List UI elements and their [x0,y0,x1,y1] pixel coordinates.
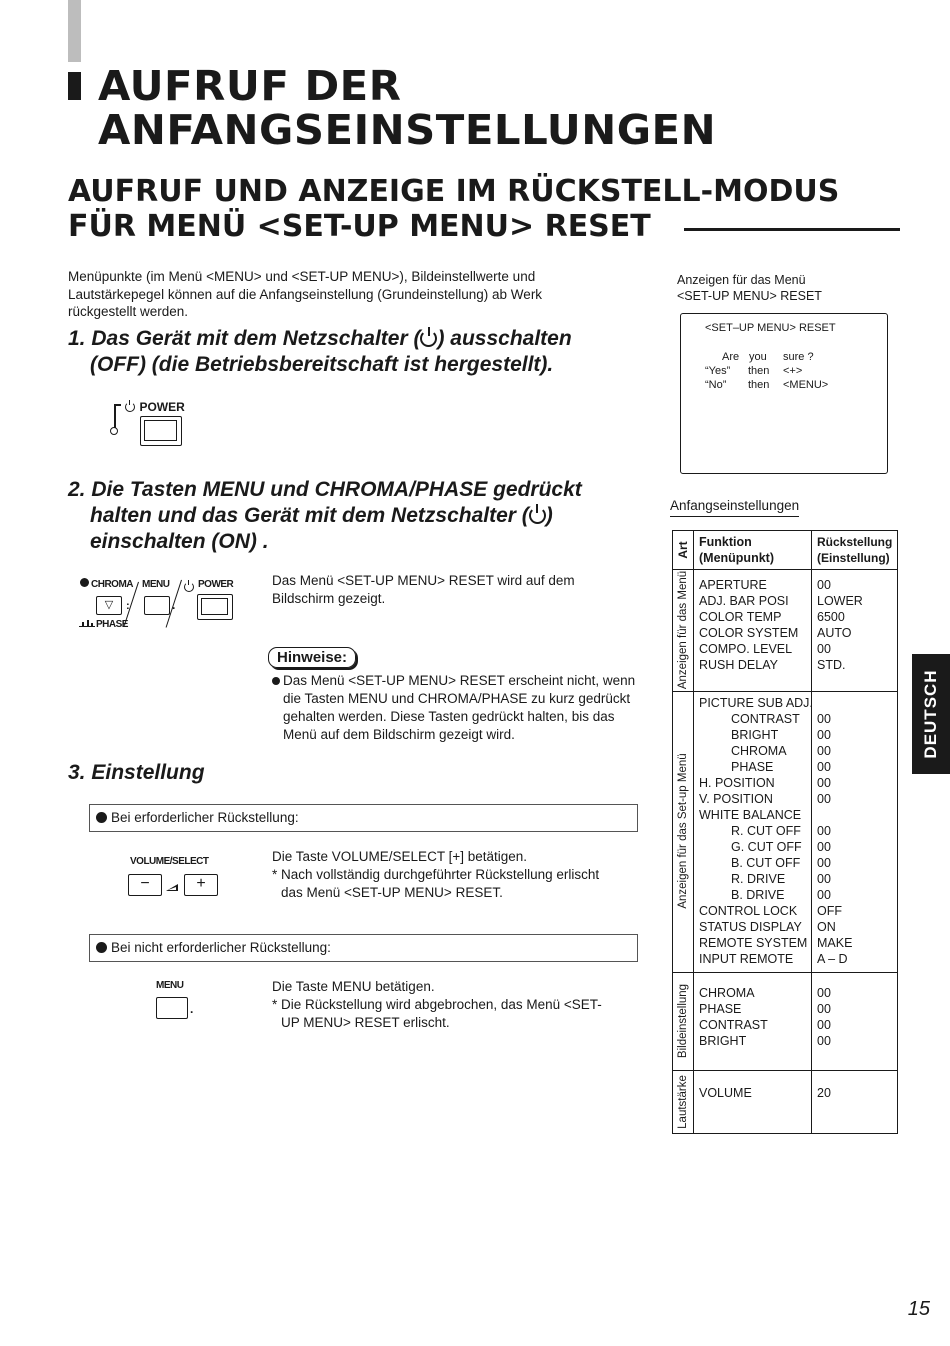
screen-you: you [749,351,767,363]
table-cell-function: COMPO. LEVEL [699,642,793,656]
language-tab-label: DEUTSCH [921,669,940,759]
power-symbol-icon-2 [184,582,194,592]
table-cell-function: COLOR TEMP [699,610,782,624]
table-cell-reset-value: 00 [817,712,831,726]
table-cell-reset-value: A – D [817,952,848,966]
volume-minus-button [128,874,162,896]
phase-icon [79,619,95,627]
table-cell-function: RUSH DELAY [699,658,778,672]
step-1-text-b: ) ausschalten [437,327,572,350]
table-cell-reset-value: STD. [817,658,846,672]
cancel-instructions [272,978,642,1032]
cancel-line-2: * Die Rückstellung wird abgebrochen, das Menü <SET- [272,997,602,1012]
table-cell-function: REMOTE SYSTEM [699,936,808,950]
cancel-line-1: Die Taste MENU betätigen. [272,979,435,994]
screen-then-1: then [748,365,770,377]
power-button-2 [197,594,233,620]
top-gray-bar [68,0,81,62]
header-funktion-2: (Menüpunkt) [699,551,774,565]
volume-select-illustration [126,854,226,900]
table-cell-function: CONTROL LOCK [699,904,798,918]
table-cell-function: V. POSITION [699,792,773,806]
intro-text: Menüpunkte (im Menü <MENU> und <SET-UP MENU>), Bildeinstellwerte und Lautstärkepegel können auf die Anfangseinstellung (Grundeinstellung) ab Werk rückgestellt werden. [68,269,543,319]
bullet-icon [272,677,280,685]
group-label: Lautstärke [677,1075,689,1129]
header-art: Art [676,541,690,559]
step-2-text-d: einschalten (ON) . [90,530,269,553]
setup-reset-screen [680,313,888,474]
table-cell-function: B. DRIVE [731,888,785,902]
menu-label: MENU [142,579,170,590]
group-label: Anzeigen für das Menü [677,570,689,690]
chroma-icon [80,578,89,587]
table-cell-function: PHASE [731,760,774,774]
table-cell-reset-value: 00 [817,578,831,592]
table-cell-function: PHASE [699,1002,742,1016]
table-cell-reset-value: 00 [817,776,831,790]
step-1 [68,326,638,378]
screen-menu: <MENU> [783,379,829,391]
section-rule [684,228,900,231]
table-cell-function: VOLUME [699,1086,752,1100]
reset-instructions [272,848,642,902]
table-cell-function: WHITE BALANCE [699,808,802,822]
screen-caption-line1: Anzeigen für das Menü [677,273,806,287]
table-cell-reset-value: 00 [817,760,831,774]
power-button [140,416,182,446]
screen-plus: <+> [783,365,803,377]
chroma-menu-power-illustration: CHROMA MENU POWER ▽ : . PHASE [76,574,256,636]
table-cell-function: R. DRIVE [731,872,786,886]
table-cell-function: APERTURE [699,578,767,592]
table-cell-reset-value: OFF [817,904,842,918]
section-title-line1: AUFRUF UND ANZEIGE IM RÜCKSTELL-MODUS [68,174,840,209]
screen-caption [677,272,907,304]
menu-button [144,596,170,615]
header-reset-2: (Einstellung) [817,551,890,565]
section-title [68,174,908,244]
chroma-down-icon: ▽ [104,599,114,611]
table-cell-reset-value: 00 [817,1002,831,1016]
table-cell-function: BRIGHT [731,728,779,742]
screen-are: Are [722,351,740,363]
table-cell-reset-value: 00 [817,744,831,758]
reset-line-3: das Menü <SET-UP MENU> RESET. [281,885,503,900]
menu-label-2: MENU [156,980,184,991]
section-title-line2: FÜR MENÜ <SET-UP MENU> RESET [68,209,651,244]
power-icon [420,330,437,347]
plus-icon: + [196,875,206,892]
chroma-phase-button [96,596,122,615]
table-cell-function: CONTRAST [699,1018,768,1032]
menu-button-illustration: MENU . [152,978,202,1024]
header-reset-1: Rückstellung [817,535,893,549]
reset-line-1: Die Taste VOLUME/SELECT [+] betätigen. [272,849,528,864]
table-cell-function: PICTURE SUB ADJ. [699,696,813,710]
step-2-description: Das Menü <SET-UP MENU> RESET wird auf dem Bildschirm gezeigt. [272,573,575,606]
minus-icon: − [140,875,150,892]
step-2-text-b: halten und das Gerät mit dem Netzschalter ( [90,504,529,527]
screen-sure: sure ? [783,351,814,363]
step-2-text-a: 2. Die Tasten MENU und CHROMA/PHASE gedrückt [68,478,582,501]
table-cell-function: BRIGHT [699,1034,747,1048]
screen-title: <SET–UP MENU> RESET [705,322,836,334]
table-cell-reset-value: 00 [817,840,831,854]
table-cell-reset-value: 00 [817,1034,831,1048]
table-cell-function: CONTRAST [731,712,800,726]
table-cell-reset-value: 00 [817,856,831,870]
table-cell-reset-value: 6500 [817,610,845,624]
page-number: 15 [907,1298,930,1320]
chroma-label: CHROMA [91,579,133,590]
table-caption: Anfangseinstellungen [670,498,799,517]
group-label: Anzeigen für das Set-up Menü [677,753,689,909]
table-cell-reset-value: 00 [817,824,831,838]
power-label: POWER [139,400,185,414]
table-cell-function: CHROMA [731,744,787,758]
bullet-icon [96,812,107,823]
table-cell-reset-value: 20 [817,1086,831,1100]
phase-label: PHASE [96,619,128,630]
table-cell-function: R. CUT OFF [731,824,801,838]
screen-yes: “Yes” [705,365,731,377]
language-tab [912,654,950,774]
hinweise-label: Hinweise: [268,647,356,668]
hinweise-note [272,672,644,744]
table-cell-reset-value: 00 [817,1018,831,1032]
reset-condition-text: Bei erforderlicher Rückstellung: [111,810,299,825]
title-marker [68,72,81,100]
cancel-condition-text: Bei nicht erforderlicher Rückstellung: [111,940,331,955]
table-cell-reset-value: 00 [817,642,831,656]
cancel-condition-box [89,934,638,962]
table-cell-function: B. CUT OFF [731,856,801,870]
page-title: AUFRUF DER ANFANGSEINSTELLUNGEN [98,62,717,154]
table-cell-reset-value: 00 [817,888,831,902]
settings-table [672,530,898,1134]
table-cell-function: INPUT REMOTE [699,952,794,966]
group-label: Bildeinstellung [677,983,689,1059]
table-cell-reset-value: ON [817,920,836,934]
menu-button-2 [156,997,188,1019]
table-cell-reset-value: 00 [817,728,831,742]
step-2-text-c: ) [545,504,553,527]
screen-then-2: then [748,379,770,391]
power-button-illustration [108,396,208,451]
table-cell-function: STATUS DISPLAY [699,920,802,934]
power-label-2: POWER [198,579,234,590]
table-cell-reset-value: 00 [817,792,831,806]
step-1-text-c: (OFF) (die Betriebsbereitschaft ist hergestellt). [90,353,554,376]
header-funktion-1: Funktion [699,535,752,549]
table-cell-reset-value: LOWER [817,594,863,608]
table-cell-function: ADJ. BAR POSI [699,594,789,608]
table-cell-function: COLOR SYSTEM [699,626,799,640]
bullet-icon [96,942,107,953]
power-symbol-icon [125,402,135,412]
table-cell-reset-value: 00 [817,986,831,1000]
volume-plus-button [184,874,218,896]
table-cell-function: H. POSITION [699,776,775,790]
volume-select-label: VOLUME/SELECT [130,856,209,867]
reset-line-2: * Nach vollständig durchgeführter Rückstellung erlischt [272,867,600,882]
table-cell-reset-value: MAKE [817,936,853,950]
screen-caption-line2: <SET-UP MENU> RESET [677,289,822,303]
table-cell-reset-value: 00 [817,872,831,886]
reset-condition-box [89,804,638,832]
hinweise-text: Das Menü <SET-UP MENU> RESET erscheint nicht, wenn die Tasten MENU und CHROMA/PHASE zu kurz gedrückt gehalten werden. Diese Tasten gedrückt halten, bis das Menü auf dem Bildschirm gezeigt wird. [283,673,636,742]
screen-no: “No” [705,379,727,391]
step-1-text-a: 1. Das Gerät mit dem Netzschalter ( [68,327,421,350]
step-2 [68,477,638,555]
power-icon-2 [529,507,546,524]
step-3: 3. Einstellung [68,761,205,784]
table-cell-function: G. CUT OFF [731,840,802,854]
table-cell-function: CHROMA [699,986,755,1000]
table-cell-reset-value: AUTO [817,626,852,640]
cancel-line-3: UP MENU> RESET erlischt. [281,1015,450,1030]
